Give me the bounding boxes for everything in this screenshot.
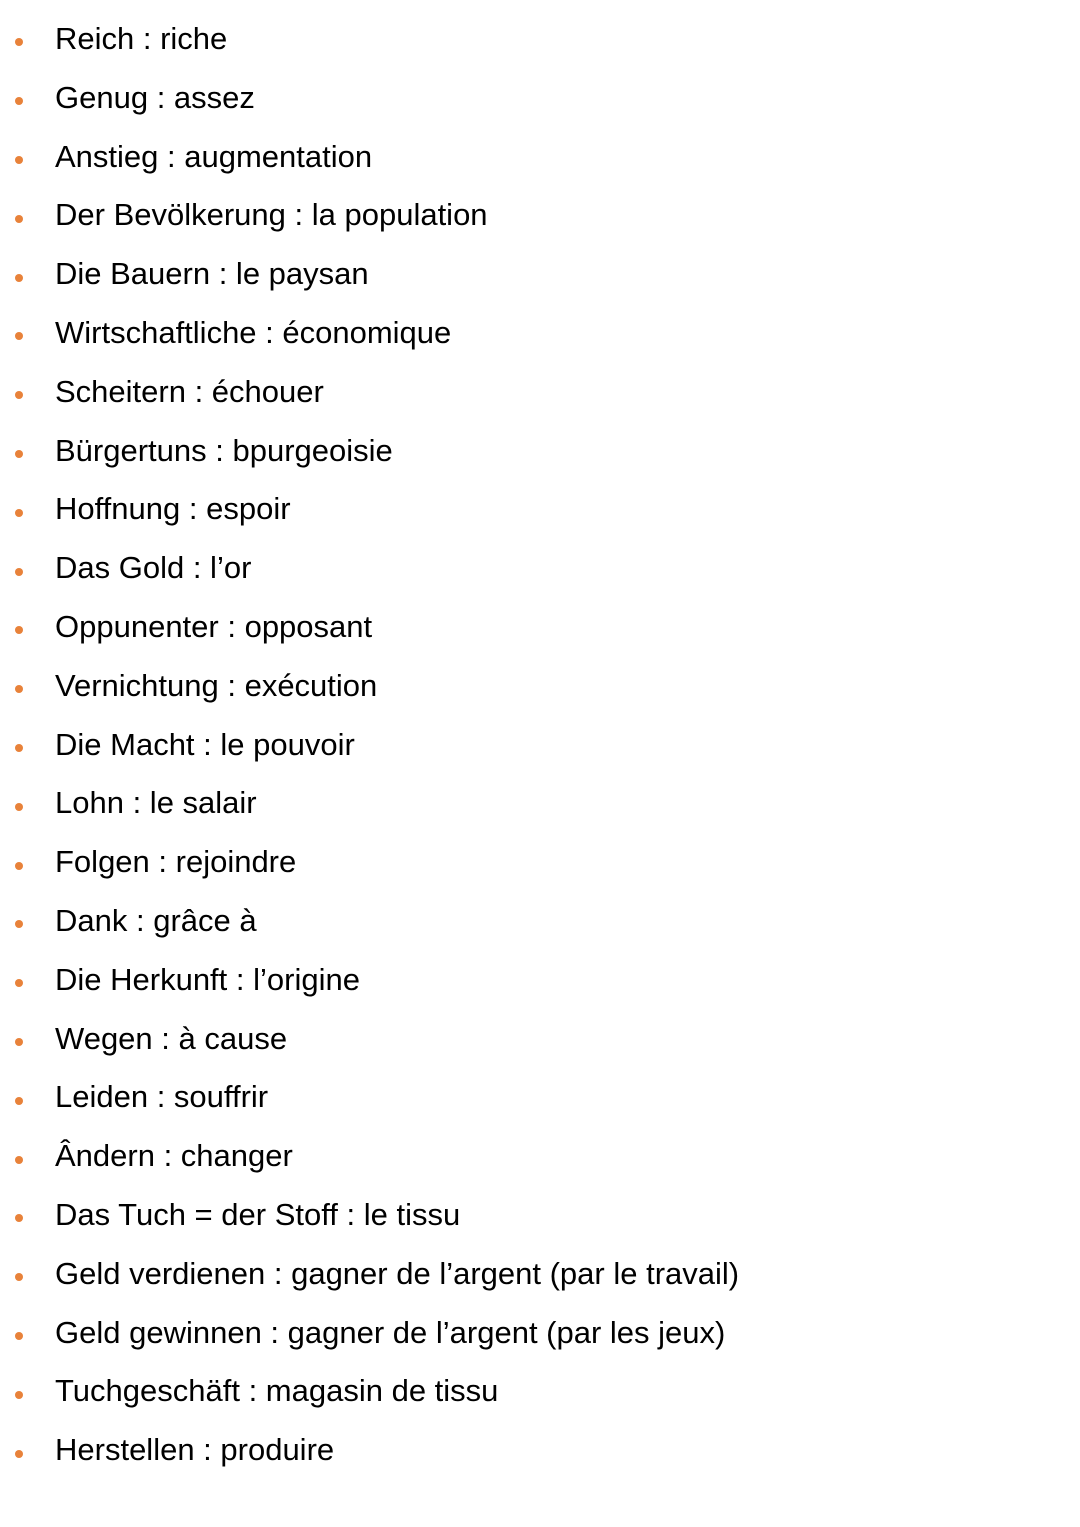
list-item <box>0 774 1080 833</box>
list-item <box>0 716 1080 775</box>
bullet-icon <box>13 1421 25 1480</box>
bullet-icon <box>13 1127 25 1186</box>
bullet-icon <box>13 304 25 363</box>
vocab-entry: Hoffnung : espoir <box>55 491 291 527</box>
list-item <box>0 657 1080 716</box>
vocab-entry: Geld gewinnen : gagner de l’argent (par les jeux) <box>55 1314 726 1350</box>
bullet-icon <box>13 539 25 598</box>
vocab-entry: Oppunenter : opposant <box>55 608 373 644</box>
vocab-entry: Tuchgeschäft : magasin de tissu <box>55 1373 499 1409</box>
vocab-entry: Genug : assez <box>55 79 255 115</box>
vocab-entry: Vernichtung : exécution <box>55 667 378 703</box>
bullet-icon <box>13 10 25 69</box>
vocabulary-list <box>0 10 1080 1480</box>
list-item <box>0 1010 1080 1069</box>
list-item <box>0 1362 1080 1421</box>
vocab-entry: Anstieg : augmentation <box>55 138 373 174</box>
vocab-entry: Das Gold : l’or <box>55 550 252 586</box>
list-item <box>0 1304 1080 1363</box>
vocab-entry: Herstellen : produire <box>55 1432 335 1468</box>
bullet-icon <box>13 833 25 892</box>
vocab-entry: Bürgertuns : bpurgeoisie <box>55 432 393 468</box>
vocab-entry: Ândern : changer <box>55 1138 293 1174</box>
vocab-entry: Geld verdienen : gagner de l’argent (par le travail) <box>55 1255 740 1291</box>
vocab-entry: Wegen : à cause <box>55 1020 288 1056</box>
list-item <box>0 69 1080 128</box>
vocab-entry: Scheitern : échouer <box>55 373 324 409</box>
bullet-icon <box>13 657 25 716</box>
bullet-icon <box>13 598 25 657</box>
list-item <box>0 1127 1080 1186</box>
bullet-icon <box>13 69 25 128</box>
bullet-icon <box>13 892 25 951</box>
list-item <box>0 10 1080 69</box>
bullet-icon <box>13 128 25 187</box>
list-item <box>0 480 1080 539</box>
vocab-entry: Die Bauern : le paysan <box>55 256 369 292</box>
list-item <box>0 363 1080 422</box>
list-item <box>0 539 1080 598</box>
list-item <box>0 1068 1080 1127</box>
vocab-entry: Reich : riche <box>55 21 228 56</box>
list-item <box>0 1186 1080 1245</box>
vocab-entry: Die Herkunft : l’origine <box>55 961 360 997</box>
bullet-icon <box>13 1362 25 1421</box>
bullet-icon <box>13 951 25 1010</box>
list-item <box>0 892 1080 951</box>
bullet-icon <box>13 245 25 304</box>
list-item <box>0 128 1080 187</box>
bullet-icon <box>13 716 25 775</box>
bullet-icon <box>13 363 25 422</box>
list-item <box>0 422 1080 481</box>
bullet-icon <box>13 1010 25 1069</box>
list-item <box>0 833 1080 892</box>
list-item <box>0 951 1080 1010</box>
bullet-icon <box>13 480 25 539</box>
list-item <box>0 1245 1080 1304</box>
vocab-entry: Wirtschaftliche : économique <box>55 314 452 350</box>
vocab-entry: Die Macht : le pouvoir <box>55 726 355 762</box>
vocab-entry: Folgen : rejoindre <box>55 844 297 880</box>
list-item <box>0 245 1080 304</box>
list-item <box>0 598 1080 657</box>
bullet-icon <box>13 1245 25 1304</box>
list-item <box>0 304 1080 363</box>
bullet-icon <box>13 774 25 833</box>
list-item <box>0 186 1080 245</box>
vocab-entry: Das Tuch = der Stoff : le tissu <box>55 1196 461 1232</box>
bullet-icon <box>13 1186 25 1245</box>
vocab-entry: Leiden : souffrir <box>55 1079 269 1115</box>
bullet-icon <box>13 422 25 481</box>
bullet-icon <box>13 1304 25 1363</box>
vocab-entry: Lohn : le salair <box>55 785 257 821</box>
vocab-entry: Dank : grâce à <box>55 902 257 938</box>
bullet-icon <box>13 186 25 245</box>
bullet-icon <box>13 1068 25 1127</box>
list-item <box>0 1421 1080 1480</box>
vocab-entry: Der Bevölkerung : la population <box>55 197 488 233</box>
